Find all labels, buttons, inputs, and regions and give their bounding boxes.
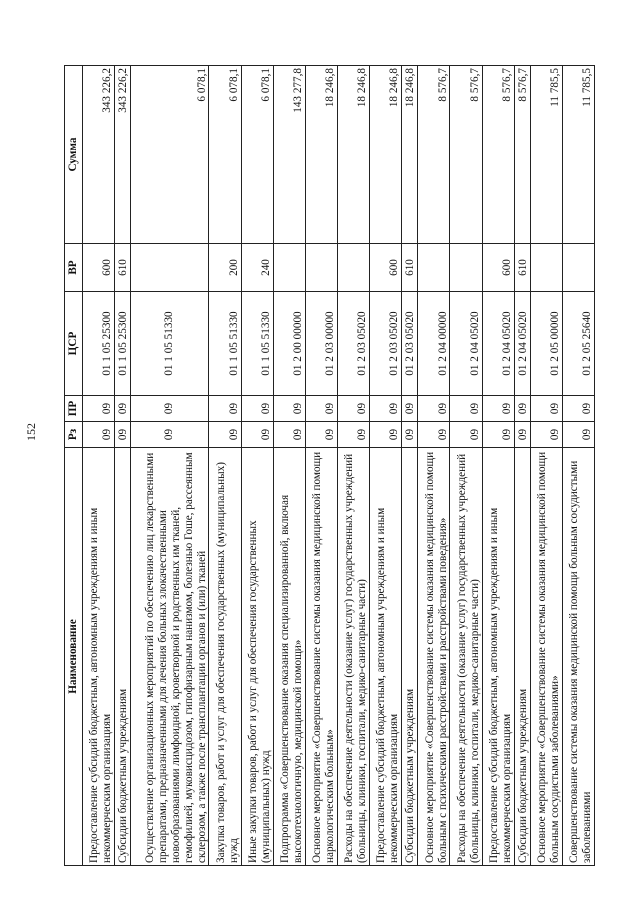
- table-row: [115, 66, 131, 866]
- row-csr: 01 2 03 05020: [370, 292, 402, 396]
- row-rz: 09: [273, 422, 305, 448]
- row-rz: 09: [115, 422, 131, 448]
- row-csr: 01 1 05 25300: [83, 292, 115, 396]
- row-rz: 09: [241, 422, 273, 448]
- row-csr: 01 2 03 05020: [337, 292, 369, 396]
- row-name: Основное мероприятие «Совершенствование системы оказания медицинской помощи больным сосудистыми заболеваниями»: [530, 448, 562, 866]
- row-rz: 09: [530, 422, 562, 448]
- row-csr: 01 1 05 51330: [131, 292, 209, 396]
- budget-table-rotated: [64, 66, 595, 866]
- row-pr: 09: [450, 396, 482, 422]
- row-csr: 01 2 03 00000: [305, 292, 337, 396]
- table-row: [482, 66, 514, 866]
- row-sum: 18 246,8: [402, 66, 418, 244]
- table-row: [562, 66, 594, 866]
- row-name: Субсидии бюджетным учреждениям: [514, 448, 530, 866]
- row-sum: 11 785,5: [530, 66, 562, 244]
- row-csr: 01 2 04 00000: [418, 292, 450, 396]
- row-name: Иные закупки товаров, работ и услуг для обеспечения государственных (муниципальных) нужд: [241, 448, 273, 866]
- row-pr: 09: [337, 396, 369, 422]
- row-sum: 6 078,1: [131, 66, 209, 244]
- row-sum: 8 576,7: [514, 66, 530, 244]
- row-pr: 09: [482, 396, 514, 422]
- row-vr: [305, 244, 337, 292]
- row-csr: 01 2 05 00000: [530, 292, 562, 396]
- row-csr: 01 2 04 05020: [482, 292, 514, 396]
- row-sum: 6 078,1: [241, 66, 273, 244]
- row-name: Основное мероприятие «Совершенствование системы оказания медицинской помощи больным с психическими расстройствами и расстройствами поведения»: [418, 448, 450, 866]
- table-row: [241, 66, 273, 866]
- row-pr: 09: [418, 396, 450, 422]
- row-pr: 09: [83, 396, 115, 422]
- row-sum: 143 277,8: [273, 66, 305, 244]
- row-sum: 343 226,2: [83, 66, 115, 244]
- header-pr: ПР: [65, 396, 83, 422]
- header-csr: ЦСР: [65, 292, 83, 396]
- row-rz: 09: [209, 422, 241, 448]
- row-pr: 09: [131, 396, 209, 422]
- row-name: Осуществление организационных мероприятий по обеспечению лиц лекарственными препаратами, предназначенными для лечения больных злокачественными новообразованиями лимфоидной, кроветворной и родственных им тканей, гемофилией, муковисцидозом, гипофизарным нанизмом, болезнью Гоше, рассеянным склерозом, а также после трансплантации органов и (или) тканей: [131, 448, 209, 866]
- row-csr: 01 1 05 51330: [209, 292, 241, 396]
- row-sum: 343 226,2: [115, 66, 131, 244]
- row-name: Подпрограмма «Совершенствование оказания специализированной, включая высокотехнологичную, медицинской помощи»: [273, 448, 305, 866]
- row-sum: 6 078,1: [209, 66, 241, 244]
- table-row: [83, 66, 115, 866]
- row-rz: 09: [370, 422, 402, 448]
- row-vr: 610: [115, 244, 131, 292]
- row-vr: [562, 244, 594, 292]
- table-row: [514, 66, 530, 866]
- row-vr: [131, 244, 209, 292]
- row-rz: 09: [337, 422, 369, 448]
- row-name: Субсидии бюджетным учреждениям: [402, 448, 418, 866]
- row-name: Предоставление субсидий бюджетным, автономным учреждениям и иным некоммерческим организациям: [482, 448, 514, 866]
- row-csr: 01 2 00 00000: [273, 292, 305, 396]
- row-vr: [450, 244, 482, 292]
- row-sum: 8 576,7: [450, 66, 482, 244]
- budget-table: [64, 65, 595, 866]
- row-name: Основное мероприятие «Совершенствование системы оказания медицинской помощи наркологическим больным»: [305, 448, 337, 866]
- row-rz: 09: [482, 422, 514, 448]
- row-vr: [337, 244, 369, 292]
- row-vr: 600: [83, 244, 115, 292]
- row-pr: 09: [241, 396, 273, 422]
- table-row: [209, 66, 241, 866]
- row-vr: 610: [514, 244, 530, 292]
- row-sum: 8 576,7: [418, 66, 450, 244]
- row-name: Субсидии бюджетным учреждениям: [115, 448, 131, 866]
- row-name: Предоставление субсидий бюджетным, автономным учреждениям и иным некоммерческим организациям: [370, 448, 402, 866]
- table-row: [402, 66, 418, 866]
- row-pr: 09: [562, 396, 594, 422]
- row-csr: 01 2 03 05020: [402, 292, 418, 396]
- row-csr: 01 2 04 05020: [514, 292, 530, 396]
- table-row: [530, 66, 562, 866]
- table-row: [273, 66, 305, 866]
- header-sum: Сумма: [65, 66, 83, 244]
- row-sum: 18 246,8: [305, 66, 337, 244]
- header-name: Наименование: [65, 448, 83, 866]
- row-vr: [273, 244, 305, 292]
- row-pr: 09: [209, 396, 241, 422]
- row-name: Закупка товаров, работ и услуг для обеспечения государственных (муниципальных) нужд: [209, 448, 241, 866]
- row-name: Расходы на обеспечение деятельности (оказание услуг) государственных учреждений (больницы, клиники, госпитали, медико-санитарные части): [450, 448, 482, 866]
- row-vr: 610: [402, 244, 418, 292]
- row-pr: 09: [370, 396, 402, 422]
- row-rz: 09: [514, 422, 530, 448]
- page-number: 152: [24, 423, 38, 441]
- row-pr: 09: [530, 396, 562, 422]
- header-vr: ВР: [65, 244, 83, 292]
- row-rz: 09: [450, 422, 482, 448]
- table-row: [131, 66, 209, 866]
- row-pr: 09: [402, 396, 418, 422]
- row-pr: 09: [115, 396, 131, 422]
- row-pr: 09: [305, 396, 337, 422]
- row-csr: 01 2 04 05020: [450, 292, 482, 396]
- row-name: Предоставление субсидий бюджетным, автономным учреждениям и иным некоммерческим организациям: [83, 448, 115, 866]
- table-row: [418, 66, 450, 866]
- row-rz: 09: [131, 422, 209, 448]
- row-sum: 18 246,8: [337, 66, 369, 244]
- row-rz: 09: [402, 422, 418, 448]
- row-rz: 09: [305, 422, 337, 448]
- row-csr: 01 2 05 25640: [562, 292, 594, 396]
- row-rz: 09: [418, 422, 450, 448]
- row-name: Расходы на обеспечение деятельности (оказание услуг) государственных учреждений (больницы, клиники, госпитали, медико-санитарные части): [337, 448, 369, 866]
- row-name: Совершенствование системы оказания медицинской помощи больным сосудистыми заболеваниями: [562, 448, 594, 866]
- row-rz: 09: [83, 422, 115, 448]
- row-csr: 01 1 05 25300: [115, 292, 131, 396]
- row-sum: 8 576,7: [482, 66, 514, 244]
- row-pr: 09: [514, 396, 530, 422]
- row-vr: 600: [370, 244, 402, 292]
- row-vr: 240: [241, 244, 273, 292]
- row-pr: 09: [273, 396, 305, 422]
- row-vr: 200: [209, 244, 241, 292]
- row-rz: 09: [562, 422, 594, 448]
- row-vr: 600: [482, 244, 514, 292]
- row-csr: 01 1 05 51330: [241, 292, 273, 396]
- table-row: [450, 66, 482, 866]
- row-sum: 11 785,5: [562, 66, 594, 244]
- table-row: [370, 66, 402, 866]
- row-vr: [418, 244, 450, 292]
- row-vr: [530, 244, 562, 292]
- table-header-row: [65, 66, 83, 866]
- table-row: [305, 66, 337, 866]
- row-sum: 18 246,8: [370, 66, 402, 244]
- header-rz: Рз: [65, 422, 83, 448]
- table-row: [337, 66, 369, 866]
